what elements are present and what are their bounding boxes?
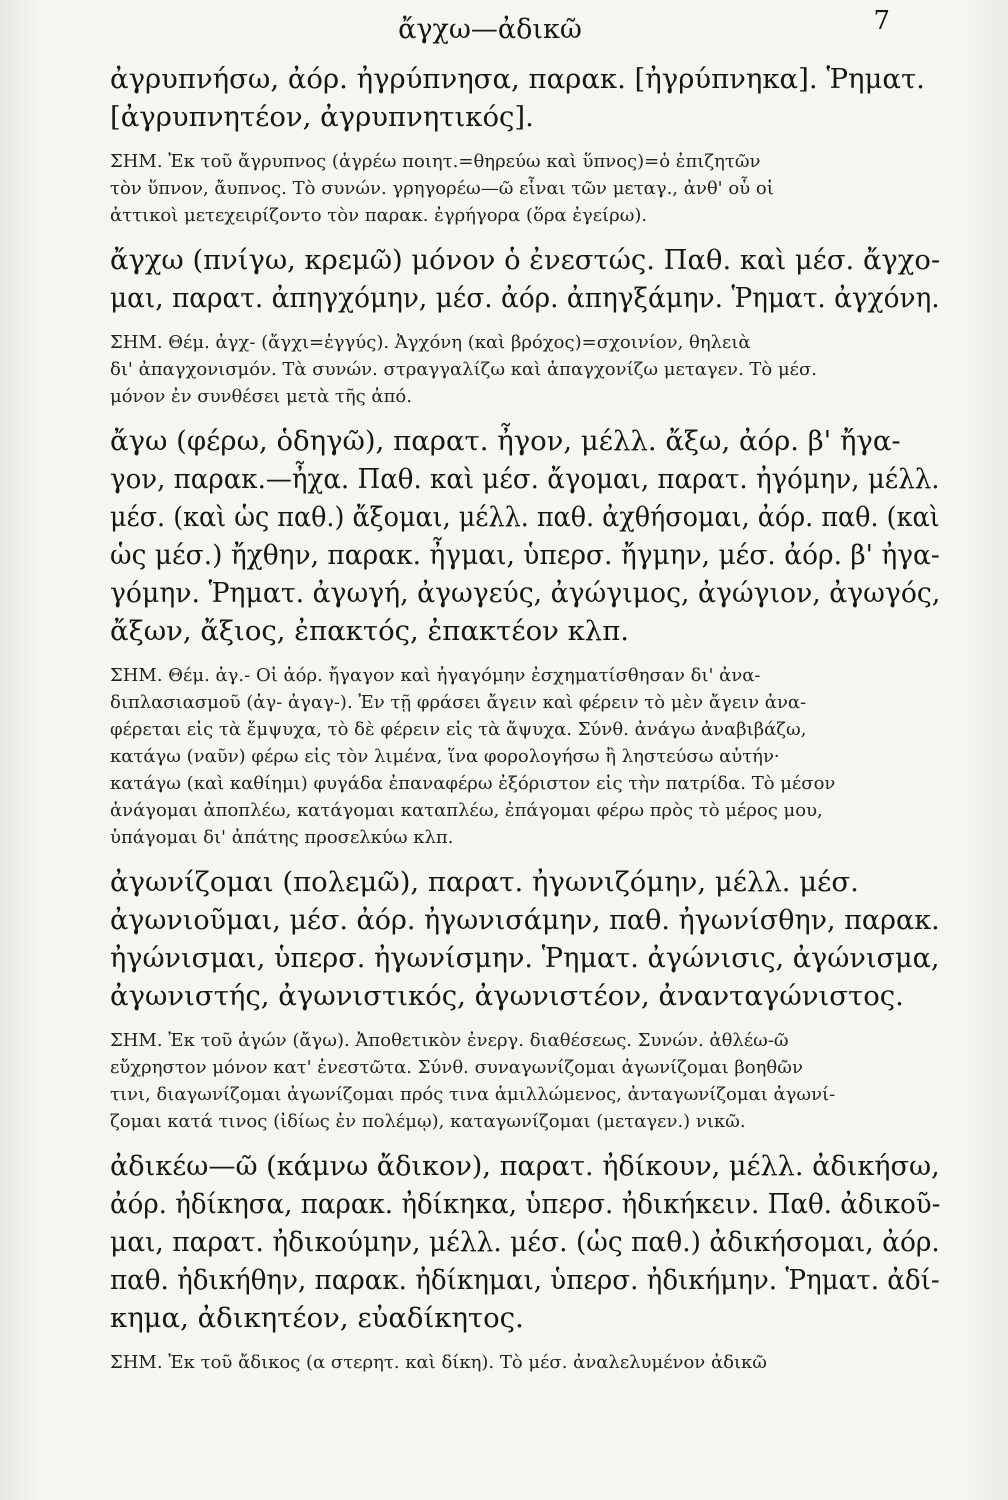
- note-line: κατάγω (ναῦν) φέρω εἰς τὸν λιμένα, ἵνα φορολογήσω ἢ ληστεύσω αὐτήν·: [110, 746, 780, 767]
- dictionary-entry: [110, 1147, 940, 1349]
- entry-line: γον, παρακ.—ἦχα. Παθ. καὶ μέσ. ἄγομαι, παρατ. ἠγόμην, μέλλ.: [110, 463, 940, 495]
- entry-line: παθ. ἠδικήθην, παρακ. ἠδίκημαι, ὑπερσ. ἠδικήμην. Ῥηματ. ἀδί-: [110, 1264, 940, 1296]
- entry-line: ἀόρ. ἠδίκησα, παρακ. ἠδίκηκα, ὑπερσ. ἠδικήκειν. Παθ. ἀδικοῦ-: [110, 1188, 941, 1220]
- note-line: ἀττικοὶ μετεχειρίζοντο τὸν παρακ. ἐγρήγορα (ὅρα ἐγείρω).: [110, 205, 648, 226]
- note-line: ζομαι κατά τινος (ἰδίως ἐν πολέμῳ), καταγωνίζομαι (μεταγεν.) νικῶ.: [110, 1111, 746, 1132]
- entry-line: ἀδικέω—ῶ (κάμνω ἄδικον), παρατ. ἠδίκουν, μέλλ. ἀδικήσω,: [110, 1150, 940, 1182]
- running-head: ἄγχω—ἀδικῶ: [398, 14, 582, 45]
- entry-line: μέσ. (καὶ ὡς παθ.) ἄξομαι, μέλλ. παθ. ἀχθήσομαι, ἀόρ. παθ. (καὶ: [110, 501, 940, 533]
- entry-line: ἠγώνισμαι, ὑπερσ. ἠγωνίσμην. Ῥηματ. ἀγώνισις, ἀγώνισμα,: [110, 942, 940, 974]
- note-line: ἀνάγομαι ἀποπλέω, κατάγομαι καταπλέω, ἐπάγομαι φέρω πρὸς τὸ μέρος μου,: [110, 800, 823, 821]
- note-line: ΣΗΜ. Ἐκ τοῦ ἄγρυπνος (ἀγρέω ποιητ.=θηρεύω καὶ ὕπνος)=ὁ ἐπιζητῶν: [110, 151, 761, 172]
- entry-line: μαι, παρατ. ἀπηγχόμην, μέσ. ἀόρ. ἀπηγξάμην. Ῥηματ. ἀγχόνη.: [110, 282, 940, 314]
- note-line: διπλασιασμοῦ (ἀγ- ἀγαγ-). Ἐν τῇ φράσει ἄγειν καὶ φέρειν τὸ μὲν ἄγειν ἀνα-: [110, 692, 807, 713]
- page-number: 7: [873, 6, 890, 36]
- note-line: ΣΗΜ. Ἐκ τοῦ ἀγών (ἄγω). Ἀποθετικὸν ἐνεργ. διαθέσεως. Συνών. ἀθλέω-ῶ: [110, 1030, 789, 1051]
- dictionary-entry: [110, 241, 940, 329]
- note-line: δι' ἀπαγχονισμόν. Τὰ συνών. στραγγαλίζω καὶ ἀπαγχονίζω μεταγεν. Τὸ μέσ.: [110, 359, 817, 380]
- note-line: ὑπάγομαι δι' ἀπάτης προσελκύω κλπ.: [110, 827, 454, 848]
- entry-line: ἀγωνιστής, ἀγωνιστικός, ἀγωνιστέον, ἀνανταγώνιστος.: [110, 980, 904, 1012]
- entry-line: ἄγχω (πνίγω, κρεμῶ) μόνον ὁ ἐνεστώς. Παθ. καὶ μέσ. ἄγχο-: [110, 244, 941, 276]
- grammar-note: [110, 1027, 940, 1147]
- entry-line: ἀγρυπνήσω, ἀόρ. ἠγρύπνησα, παρακ. [ἠγρύπνηκα]. Ῥηματ.: [110, 63, 925, 95]
- entry-line: ἀγωνιοῦμαι, μέσ. ἀόρ. ἠγωνισάμην, παθ. ἠγωνίσθην, παρακ.: [110, 904, 940, 936]
- note-line: τὸν ὕπνον, ἄυπνος. Τὸ συνών. γρηγορέω—ῶ εἶναι τῶν μεταγ., ἀνθ' οὗ οἱ: [110, 178, 774, 199]
- entry-line: ἀγωνίζομαι (πολεμῶ), παρατ. ἠγωνιζόμην, μέλλ. μέσ.: [110, 866, 859, 898]
- note-line: τινι, διαγωνίζομαι ἀγωνίζομαι πρός τινα ἁμιλλώμενος, ἀνταγωνίζομαι ἀγωνί-: [110, 1084, 836, 1105]
- note-line: ΣΗΜ. Θέμ. ἀγ.- Οἱ ἀόρ. ἤγαγον καὶ ἠγαγόμην ἐσχηματίσθησαν δι' ἀνα-: [110, 665, 761, 686]
- grammar-note: [110, 662, 940, 863]
- grammar-note: [110, 148, 940, 241]
- entry-line: ἄξων, ἄξιος, ἐπακτός, ἐπακτέον κλπ.: [110, 615, 630, 647]
- note-line: εὔχρηστον μόνον κατ' ἐνεστῶτα. Σύνθ. συναγωνίζομαι ἀγωνίζομαι βοηθῶν: [110, 1057, 803, 1078]
- dictionary-entry: [110, 422, 940, 662]
- note-line: μόνον ἐν συνθέσει μετὰ τῆς ἀπό.: [110, 386, 412, 407]
- note-line: ΣΗΜ. Θέμ. ἀγχ- (ἄγχι=ἐγγύς). Ἀγχόνη (καὶ βρόχος)=σχοινίον, θηλειὰ: [110, 332, 751, 353]
- entry-line: κημα, ἀδικητέον, εὐαδίκητος.: [110, 1302, 524, 1334]
- entry-line: ἄγω (φέρω, ὁδηγῶ), παρατ. ἦγον, μέλλ. ἄξω, ἀόρ. β' ἤγα-: [110, 425, 901, 457]
- entry-line: [ἀγρυπνητέον, ἀγρυπνητικός].: [110, 101, 534, 133]
- entry-line: ὡς μέσ.) ἤχθην, παρακ. ἦγμαι, ὑπερσ. ἤγμην, μέσ. ἀόρ. β' ἠγα-: [110, 539, 940, 571]
- dictionary-body: [110, 60, 940, 1388]
- dictionary-entry: [110, 863, 940, 1027]
- grammar-note: [110, 329, 940, 422]
- entry-line: γόμην. Ῥηματ. ἀγωγή, ἀγωγεύς, ἀγώγιμος, ἀγώγιον, ἀγωγός,: [110, 577, 941, 609]
- dictionary-entry: [110, 60, 940, 148]
- entry-line: μαι, παρατ. ἠδικούμην, μέλλ. μέσ. (ὡς παθ.) ἀδικήσομαι, ἀόρ.: [110, 1226, 940, 1258]
- note-line: ΣΗΜ. Ἐκ τοῦ ἄδικος (α στερητ. καὶ δίκη). Τὸ μέσ. ἀναλελυμένον ἀδικῶ: [110, 1352, 767, 1373]
- grammar-note: [110, 1349, 940, 1388]
- page-header: [0, 6, 1008, 52]
- note-line: κατάγω (καὶ καθίημι) φυγάδα ἐπαναφέρω ἐξόριστον εἰς τὴν πατρίδα. Τὸ μέσον: [110, 773, 836, 794]
- note-line: φέρεται εἰς τὰ ἔμψυχα, τὸ δὲ φέρειν εἰς τὰ ἄψυχα. Σύνθ. ἀνάγω ἀναβιβάζω,: [110, 719, 807, 740]
